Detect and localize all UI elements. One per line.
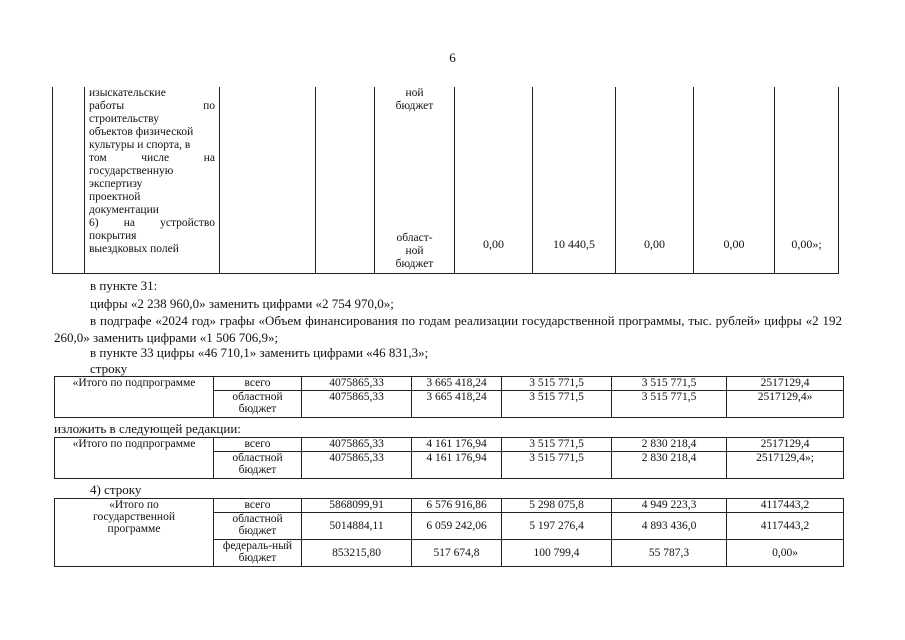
value-cell: 3 515 771,5 (502, 391, 612, 418)
source-bottom-line: област- (396, 232, 433, 244)
description-cell (85, 87, 220, 273)
value-cell: 0,00 (616, 87, 694, 273)
subprogram-total-old-table (54, 376, 844, 418)
source-top-line: ной (405, 87, 424, 99)
num-cell (53, 87, 85, 273)
paragraph: в подграфе «2024 год» графы «Объем финансирования по годам реализации государственной программы, тыс. рублей» цифры «2 192 260,0» заменить цифрами «1 506 706,9»; (54, 313, 842, 345)
value-cell: 2517129,4 (727, 377, 844, 391)
value-cell: 4 161 176,94 (412, 452, 502, 479)
value-cell: 5 298 075,8 (502, 499, 612, 513)
value-cell: 6 059 242,06 (412, 513, 502, 540)
value-cell: 4075865,33 (302, 391, 412, 418)
value-cell: 10 440,5 (533, 87, 616, 273)
empty-cell (316, 87, 375, 273)
value-cell: 0,00» (727, 540, 844, 567)
value-cell: 3 515 771,5 (502, 377, 612, 391)
value-cell: 4 161 176,94 (412, 438, 502, 452)
value-cell: 4117443,2 (727, 499, 844, 513)
value-cell: 4 949 223,3 (612, 499, 727, 513)
paragraph: в пункте 33 цифры «46 710,1» заменить цифрами «46 831,3»; (90, 345, 429, 360)
value-cell: 2 830 218,4 (612, 438, 727, 452)
value-cell: 0,00 (455, 87, 533, 273)
source-cell: федераль-ный бюджет (214, 540, 302, 567)
source-cell: всего (214, 438, 302, 452)
desc-line: государственную (89, 165, 174, 177)
paragraph: в пункте 31: (90, 278, 158, 293)
desc-line: экспертизу (89, 178, 143, 190)
source-cell: областной бюджет (214, 391, 302, 418)
desc-line: том числе на (89, 152, 215, 164)
paragraph: 4) строку (90, 482, 142, 497)
program-total-table (54, 498, 844, 567)
source-bottom-line: бюджет (395, 258, 434, 270)
source-cell: всего (214, 499, 302, 513)
desc-line: объектов физической (89, 126, 194, 138)
value-cell: 4117443,2 (727, 513, 844, 540)
desc-line: документации (89, 204, 159, 216)
desc-line: проектной (89, 191, 141, 203)
value-cell: 0,00 (694, 87, 775, 273)
source-bottom-line: ной (405, 245, 424, 257)
paragraph: строку (90, 361, 128, 376)
value-cell: 517 674,8 (412, 540, 502, 567)
value-cell: 0,00»; (775, 87, 839, 273)
continuation-table (52, 87, 839, 274)
value-cell: 6 576 916,86 (412, 499, 502, 513)
value-cell: 5868099,91 (302, 499, 412, 513)
source-cell: областной бюджет (214, 513, 302, 540)
value-cell: 5 197 276,4 (502, 513, 612, 540)
desc-line: покрытия (89, 230, 137, 242)
value-cell: 2517129,4 (727, 438, 844, 452)
value-cell: 4075865,33 (302, 438, 412, 452)
value-cell: 3 515 771,5 (502, 438, 612, 452)
desc-line: выездковых полей (89, 243, 179, 255)
value-cell: 100 799,4 (502, 540, 612, 567)
value-cell: 55 787,3 (612, 540, 727, 567)
desc-line: 6) на устройство (89, 217, 215, 229)
empty-cell (220, 87, 316, 273)
desc-line: работы по (89, 100, 215, 112)
page-number: 6 (449, 50, 456, 65)
source-cell: областной бюджет (214, 452, 302, 479)
value-cell: 4075865,33 (302, 377, 412, 391)
value-cell: 2 830 218,4 (612, 452, 727, 479)
row-name: «Итого по подпрограмме (55, 438, 214, 479)
value-cell: 3 665 418,24 (412, 377, 502, 391)
value-cell: 3 665 418,24 (412, 391, 502, 418)
subprogram-total-new-table (54, 437, 844, 479)
desc-line: строительству (89, 113, 159, 125)
value-cell: 2517129,4»; (727, 452, 844, 479)
value-cell: 2517129,4» (727, 391, 844, 418)
row-name: «Итого по подпрограмме (55, 377, 214, 418)
source-cell: всего (214, 377, 302, 391)
value-cell: 3 515 771,5 (612, 377, 727, 391)
value-cell: 3 515 771,5 (502, 452, 612, 479)
value-cell: 853215,80 (302, 540, 412, 567)
value-cell: 4 893 436,0 (612, 513, 727, 540)
paragraph: цифры «2 238 960,0» заменить цифрами «2 754 970,0»; (90, 296, 394, 311)
source-top-line: бюджет (395, 100, 434, 112)
desc-line: изыскательские (89, 87, 166, 99)
desc-line: культуры и спорта, в (89, 139, 191, 151)
value-cell: 3 515 771,5 (612, 391, 727, 418)
paragraph: изложить в следующей редакции: (54, 421, 241, 436)
value-cell: 5014884,11 (302, 513, 412, 540)
source-cell (375, 87, 455, 273)
row-name: «Итого по государственной программе (55, 499, 214, 567)
value-cell: 4075865,33 (302, 452, 412, 479)
